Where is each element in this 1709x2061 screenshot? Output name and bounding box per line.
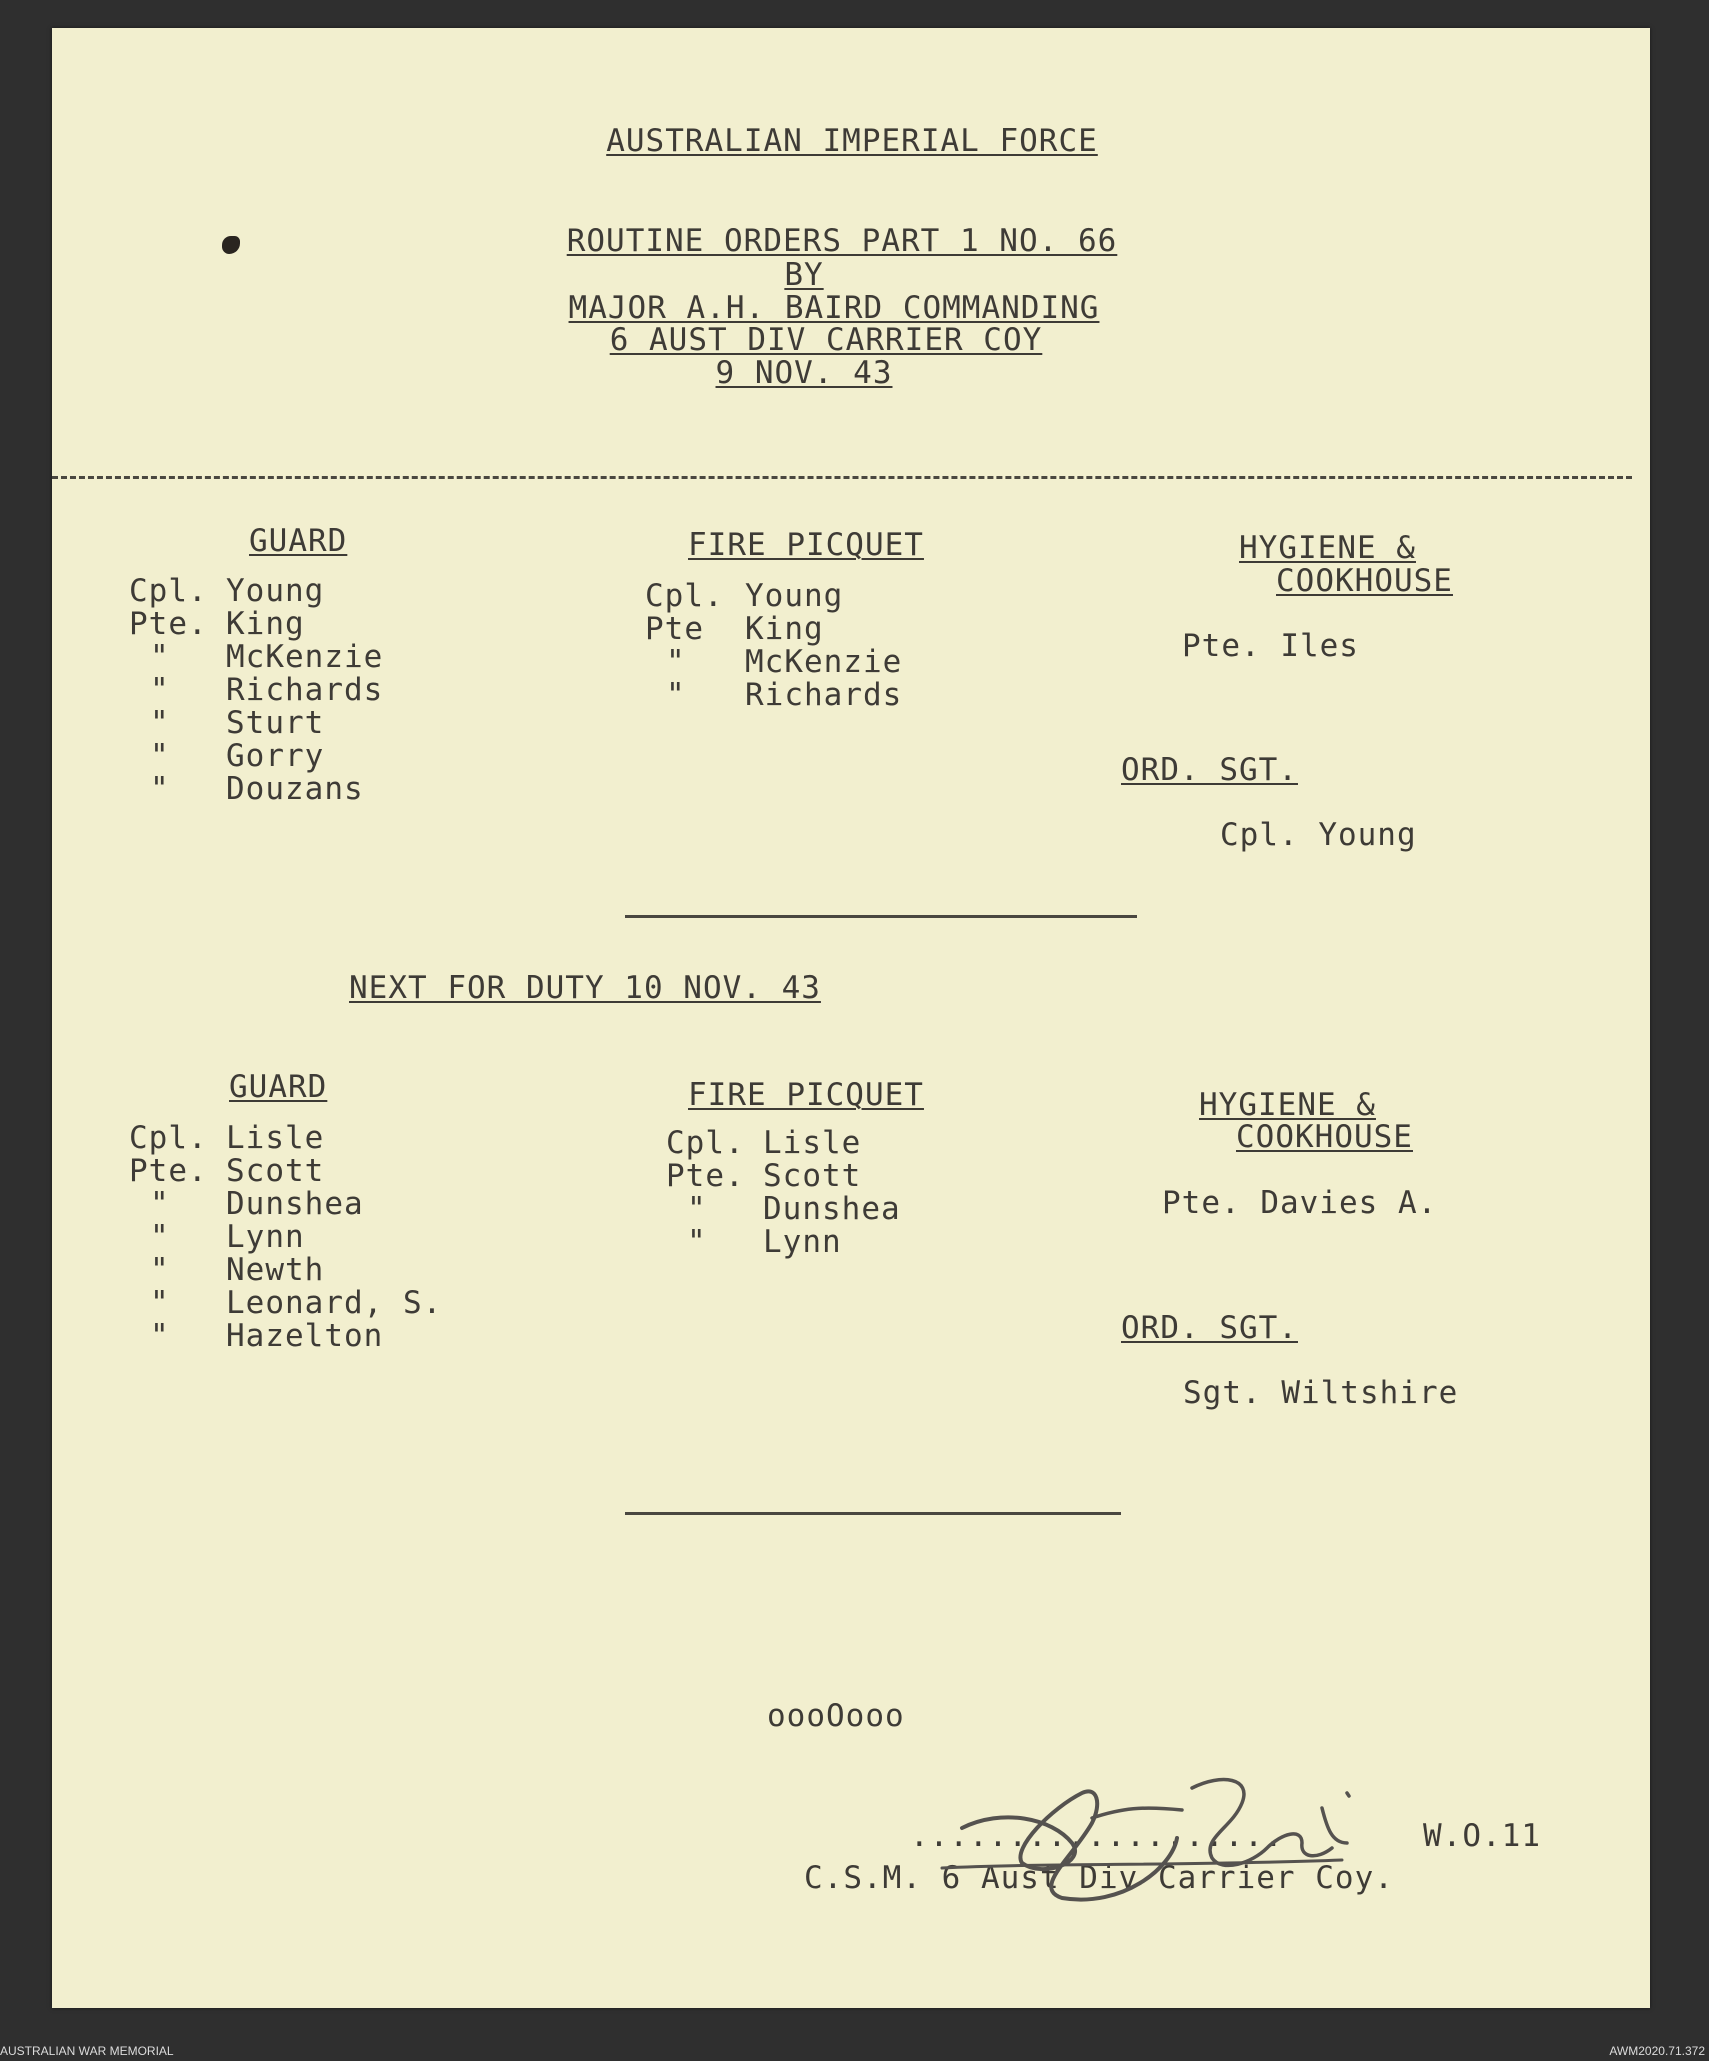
signature-role: C.S.M. 6 Aust Div Carrier Coy. [804, 1860, 1394, 1896]
ditto-mark: " [150, 1219, 170, 1255]
signature-dots: ................... [910, 1818, 1284, 1854]
ditto-mark: " [666, 644, 686, 680]
soldier-name: Lisle [763, 1125, 862, 1161]
rank: Pte [645, 611, 704, 647]
document-title: AUSTRALIAN IMPERIAL FORCE [606, 123, 1098, 159]
ditto-mark: " [150, 771, 170, 807]
signature-rank: W.O.11 [1423, 1818, 1541, 1854]
cookhouse-heading: COOKHOUSE [1276, 563, 1453, 599]
ord-sgt-name: Sgt. Wiltshire [1183, 1375, 1459, 1411]
handwritten-signature [922, 1748, 1422, 1918]
cookhouse-heading: COOKHOUSE [1236, 1119, 1413, 1155]
hygiene-duty-name: Pte. Davies A. [1162, 1185, 1438, 1221]
soldier-name: Leonard, S. [226, 1285, 443, 1321]
ditto-mark: " [666, 677, 686, 713]
soldier-name: Gorry [226, 738, 325, 774]
fire-picquet-heading: FIRE PICQUET [688, 1077, 924, 1113]
soldier-name: Lynn [226, 1219, 305, 1255]
end-mark: oooOooo [767, 1698, 905, 1734]
ditto-mark: " [687, 1191, 707, 1227]
archive-reference: AWM2020.71.372 [1609, 2044, 1705, 2058]
orders-number: ROUTINE ORDERS PART 1 NO. 66 [566, 223, 1118, 259]
rank: Pte. [129, 1153, 208, 1189]
rank: Cpl. [645, 578, 724, 614]
ord-sgt-heading: ORD. SGT. [1121, 1310, 1298, 1346]
rank: Cpl. [666, 1125, 745, 1161]
soldier-name: Scott [763, 1158, 862, 1194]
soldier-name: King [745, 611, 824, 647]
soldier-name: Lynn [763, 1224, 842, 1260]
soldier-name: Newth [226, 1252, 325, 1288]
guard-heading: GUARD [249, 523, 348, 559]
ditto-mark: " [150, 1186, 170, 1222]
soldier-name: Dunshea [763, 1191, 901, 1227]
unit-name: 6 AUST DIV CARRIER COY [609, 322, 1043, 358]
ditto-mark: " [150, 1252, 170, 1288]
soldier-name: King [226, 606, 305, 642]
hygiene-heading: HYGIENE & [1239, 530, 1416, 566]
rank: Cpl. [129, 1120, 208, 1156]
soldier-name: Richards [745, 677, 903, 713]
soldier-name: Richards [226, 672, 384, 708]
fire-picquet-heading: FIRE PICQUET [688, 527, 924, 563]
soldier-name: McKenzie [226, 639, 384, 675]
ditto-mark: " [150, 672, 170, 708]
next-for-duty-heading: NEXT FOR DUTY 10 NOV. 43 [349, 970, 821, 1006]
punch-hole [222, 236, 240, 254]
rank: Pte. [666, 1158, 745, 1194]
soldier-name: McKenzie [745, 644, 903, 680]
guard-heading: GUARD [229, 1069, 328, 1105]
archive-credit: AUSTRALIAN WAR MEMORIAL [0, 2044, 174, 2058]
ord-sgt-heading: ORD. SGT. [1121, 752, 1298, 788]
ditto-mark: " [150, 705, 170, 741]
ditto-mark: " [150, 738, 170, 774]
soldier-name: Young [745, 578, 844, 614]
soldier-name: Scott [226, 1153, 325, 1189]
soldier-name: Sturt [226, 705, 325, 741]
ditto-mark: " [150, 639, 170, 675]
ditto-mark: " [687, 1224, 707, 1260]
soldier-name: Lisle [226, 1120, 325, 1156]
orders-date: 9 NOV. 43 [715, 355, 893, 391]
soldier-name: Young [226, 573, 325, 609]
commanding-officer: MAJOR A.H. BAIRD COMMANDING [568, 290, 1100, 326]
hygiene-heading: HYGIENE & [1199, 1087, 1376, 1123]
section-divider [52, 476, 1632, 479]
ord-sgt-name: Cpl. Young [1220, 817, 1417, 853]
orders-by: BY [784, 257, 824, 293]
ditto-mark: " [150, 1285, 170, 1321]
soldier-name: Dunshea [226, 1186, 364, 1222]
document-page [52, 28, 1650, 2008]
section-divider [625, 1512, 1121, 1515]
rank: Pte. [129, 606, 208, 642]
hygiene-duty-name: Pte. Iles [1182, 628, 1359, 664]
soldier-name: Douzans [226, 771, 364, 807]
section-divider [625, 915, 1137, 918]
ditto-mark: " [150, 1318, 170, 1354]
rank: Cpl. [129, 573, 208, 609]
soldier-name: Hazelton [226, 1318, 384, 1354]
